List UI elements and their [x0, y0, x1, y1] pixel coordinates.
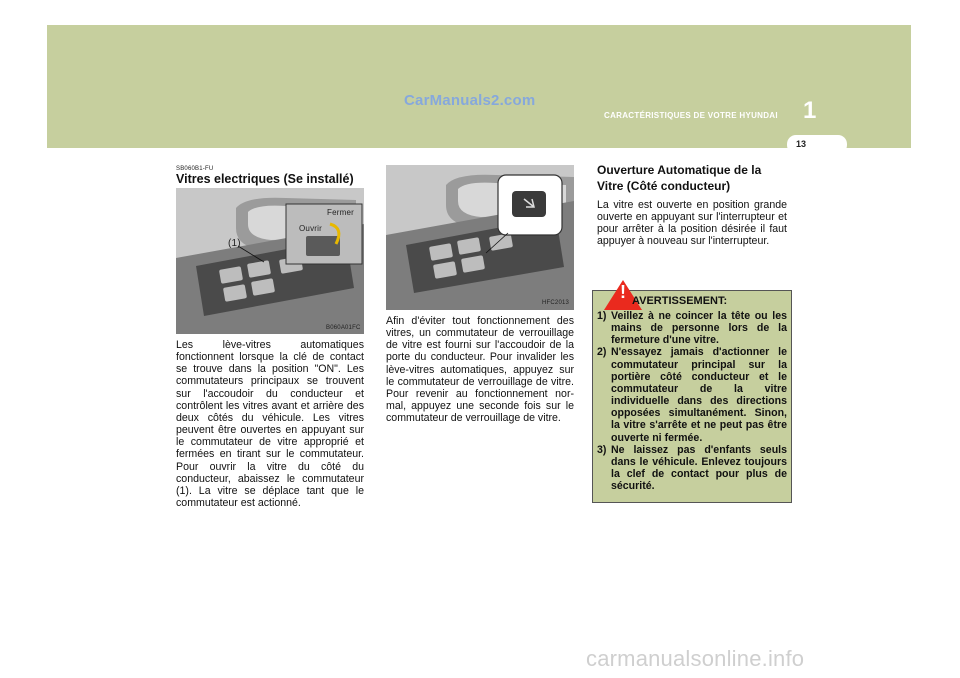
page-number: 13 [796, 139, 807, 149]
warning-item-text: Ne laissez pas d'enfants seuls dans le véhicule. Enlevez toujours la clef de contact pour plus de sécurité. [611, 443, 787, 493]
exclamation-icon: ! [620, 282, 626, 302]
warning-item-number: 1) [597, 310, 607, 322]
paragraph: La vitre est ouverte en position grande ouverte en appuyant sur l'interrupteur et pour arrêter à la position désirée il faut appuyer à nouveau sur l'interrupteur. [597, 199, 787, 248]
footer-watermark[interactable]: carmanualsonline.info [586, 646, 805, 671]
warning-item-number: 2) [597, 346, 607, 359]
warning-item-number: 3) [597, 443, 607, 456]
warning-item-text: Veillez à ne coincer la tête ou les mains de personne lors de la fermeture d'une vitre. [611, 310, 787, 347]
figure-code: HFC2013 [542, 300, 570, 306]
paragraph: Les lève-vitres automatiques fonctionnent lorsque la clé de contact se trouve dans la position "ON". Les commutateurs principaux se trouvent sur l'accoudoir du conducteur et contrôlent les vitres avant et arrière des deux côtés du véhicule. Les vitres peuvent être ouvertes en appuyant sur le commutateur de vitre approprié et fermées en tirant sur le commutateur. Pour ouvrir la vitre du côté du conducteur, abaissez le commutateur (1). La vitre se déplace tant que le commutateur est actionné. [176, 339, 364, 510]
header-band [47, 25, 911, 148]
warning-list [597, 310, 787, 492]
label-switch-1: (1) [228, 238, 241, 249]
site-watermark[interactable]: CarManuals2.com [404, 92, 536, 109]
section-code: SB060B1-FU [176, 166, 214, 172]
warning-title: AVERTISSEMENT: [632, 295, 728, 307]
chapter-number: 1 [803, 97, 817, 124]
warning-item-text: N'essayez jamais d'actionner le commutateur principal sur la portière côté conducteur et le commutateur de la vitre individuelle dans des directions opposées simultanément. Sinon, la vitre s'arrête et ne peut pas être ouverte ni fermée. [611, 346, 787, 444]
warning-item [597, 444, 787, 493]
section-heading: Ouverture Automatique de la Vitre (Côté conducteur) [597, 163, 762, 193]
section-title: CARACTÉRISTIQUES DE VOTRE HYUNDAI [604, 111, 778, 120]
paragraph: Afin d'éviter tout fonctionnement des vitres, un commutateur de verrouillage de vitre est fourni sur l'accoudoir de la porte du conducteur. Pour invalider les lève-vitres automatiques, appuyez sur le commutateur de verrouillage de vitre. Pour revenir au fonctionnement nor-mal, appuyez une seconde fois sur le commutateur de verrouillage de vitre. [386, 315, 574, 425]
lock-switch-photo [386, 165, 574, 310]
warning-item [597, 310, 787, 346]
label-open: Ouvrir [299, 224, 322, 233]
warning-item [597, 346, 787, 443]
label-close: Fermer [327, 208, 354, 217]
figure-code: B060A01FC [326, 325, 361, 331]
section-heading: Vitres electriques (Se installé) [176, 172, 354, 186]
